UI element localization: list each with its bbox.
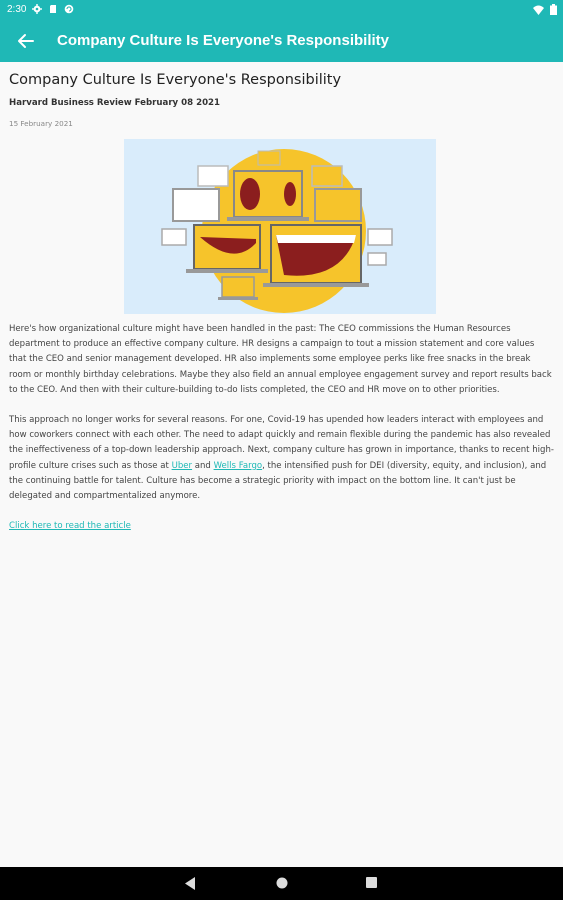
read-article-link[interactable]: Click here to read the article: [9, 521, 131, 532]
system-nav-bar: [0, 867, 563, 900]
link-uber[interactable]: Uber: [171, 460, 193, 471]
back-triangle-icon[interactable]: [185, 877, 196, 890]
article-body: [9, 322, 554, 549]
status-left-icons: [32, 4, 74, 14]
app-bar-title: Company Culture Is Everyone's Responsibility: [57, 32, 389, 49]
battery-icon: [550, 4, 557, 15]
paragraph-1: Here's how organizational culture might have been handled in the past: The CEO commissions the Human Resources department to produce an effective company culture. HR designs a campaign to tout a mission statement and core values that the CEO and senior management developed. HR also implements some employee perks like free snacks in the break room or monthly birthday celebrations. Maybe they also field an annual employee engagement survey and report results back to the CEO. And then with their culture-building to-do lists completed, the CEO and HR move on to other priorities.: [9, 324, 552, 395]
status-time: 2:30: [7, 4, 27, 15]
status-bar: [0, 0, 563, 20]
sync-circle-icon: [64, 4, 74, 14]
home-circle-icon[interactable]: [276, 877, 288, 889]
article-title: Company Culture Is Everyone's Responsibility: [9, 72, 342, 88]
smiley-laptops-illustration: [124, 139, 436, 314]
paragraph-2-text-a: This approach no longer works for several reasons. For one, Covid-19 has upended how leaders interact with employees and how coworkers connect with each other. The need to adapt quickly and remain flexible during the pandemic has also revealed the ineffectiveness of a top-down leadership approach. Next, company culture has grown in importance, thanks to recent high-profile culture crises such as those at: [9, 415, 554, 471]
article-hero-image: [124, 139, 436, 314]
sd-card-icon: [48, 4, 58, 14]
article-date: 15 February 2021: [9, 119, 73, 128]
wifi-icon: [533, 5, 544, 15]
link-wells-fargo[interactable]: Wells Fargo: [213, 460, 263, 471]
settings-gear-icon: [32, 4, 42, 14]
recents-square-icon[interactable]: [366, 877, 377, 888]
paragraph-2-text-b: , the intensified push for DEI (diversity, equity, and inclusion), and the continuing battle for talent. Culture has become a strategic priority with impact on the bottom line. It can't just be delegated and compartmentalized anymore.: [9, 460, 547, 502]
article-source: Harvard Business Review February 08 2021: [9, 98, 221, 108]
paragraph-2: [9, 413, 554, 504]
status-right-icons: [533, 4, 557, 15]
app-bar: [0, 20, 563, 62]
paragraph-2-text-and: and: [192, 460, 214, 471]
arrow-left-icon[interactable]: [14, 30, 38, 52]
article-content: [9, 62, 554, 532]
